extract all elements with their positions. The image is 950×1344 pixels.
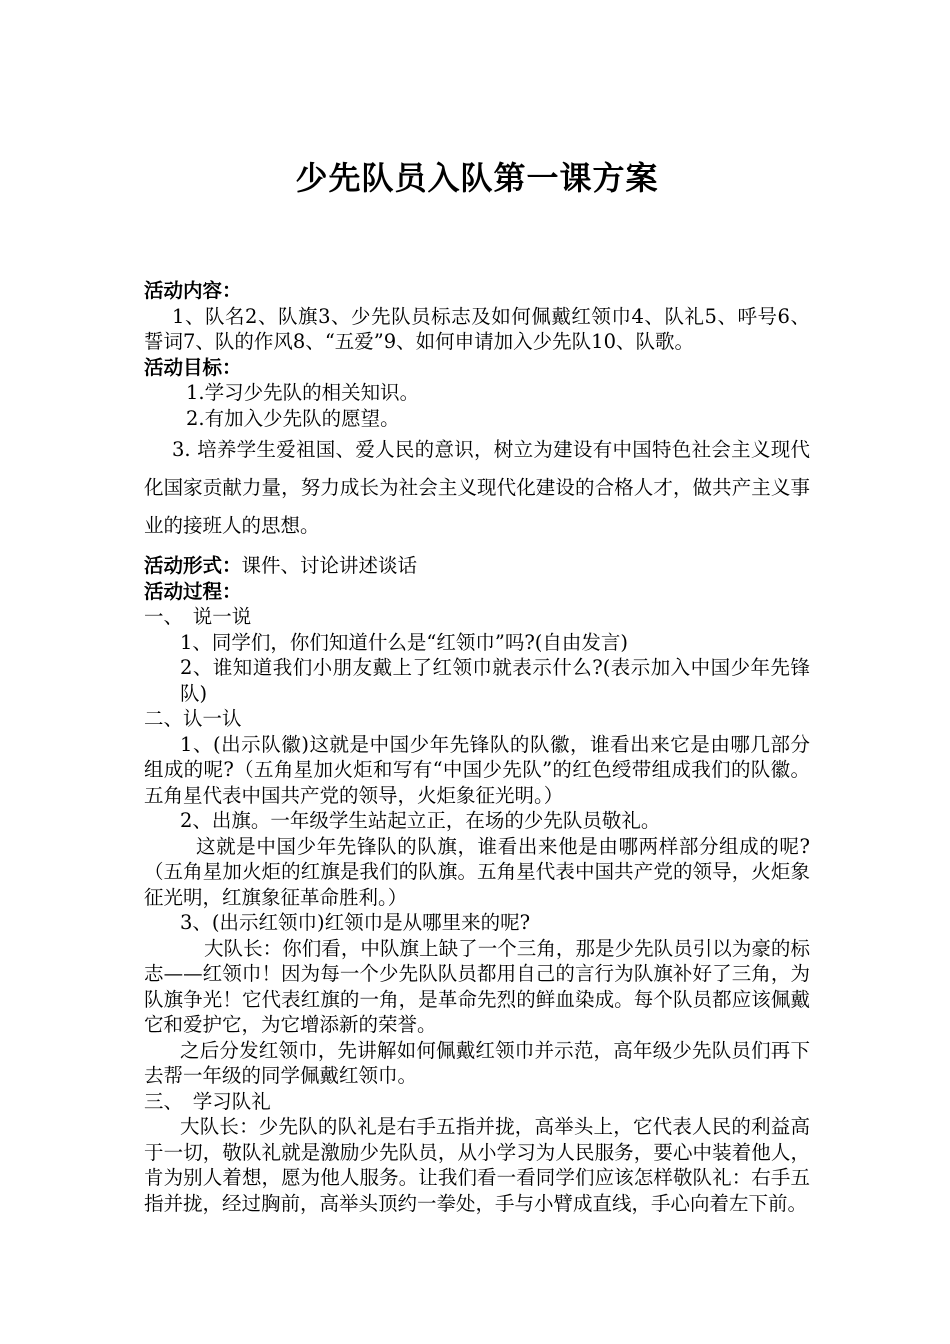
part3-paragraph-1: 大队长：少先队的队礼是右手五指并拢，高举头上，它代表人民的利益高于一切，敬队礼就是激励少先队员，从小学习为人民服务，要心中装着他人，肯为别人着想，愿为他人服务。让我们看一看同学们应该怎样敬队礼：右手五指并拢，经过胸前，高举头顶约一拳处，手与小臂成直线，手心向着左下前。 xyxy=(144,1115,810,1215)
part2-title: 二、认一认 xyxy=(144,707,242,730)
content-text: 1、队名2、队旗3、少先队员标志及如何佩戴红领巾4、队礼5、呼号6、誓词7、队的作风8、“五爱”9、如何申请加入少先队10、队歌。 xyxy=(144,304,810,353)
part2-paragraph-6: 之后分发红领巾，先讲解如何佩戴红领巾并示范，高年级少先队员们再下去帮一年级的同学佩戴红领巾。 xyxy=(144,1038,810,1087)
goal-3: 3. 培养学生爱祖国、爱人民的意识，树立为建设有中国特色社会主义现代化国家贡献力量，努力成长为社会主义现代化建设的合格人才，做共产主义事业的接班人的思想。 xyxy=(144,438,810,537)
part2-paragraph-3: 这就是中国少年先锋队的队旗，谁看出来他是由哪两样部分组成的呢?（五角星加火炬的红旗是我们的队旗。五角星代表中国共产党的领导，火炬象征光明，红旗象征革命胜利。） xyxy=(144,834,810,909)
part1-paragraph-1: 1、同学们，你们知道什么是“红领巾”吗?(自由发言) xyxy=(180,630,629,654)
document-page xyxy=(144,0,810,1344)
goals-heading: 活动目标： xyxy=(144,355,242,379)
part2-paragraph-2: 2、出旗。一年级学生站起立正，在场的少先队员敬礼。 xyxy=(180,809,661,832)
document-title: 少先队员入队第一课方案 xyxy=(295,159,659,197)
document-body xyxy=(144,278,810,1216)
part2-paragraph-4: 3、(出示红领巾)红领巾是从哪里来的呢? xyxy=(180,911,531,934)
goal-2: 2.有加入少先队的愿望。 xyxy=(186,406,400,430)
part3-title: 三、 学习队礼 xyxy=(144,1089,271,1113)
form-line xyxy=(144,553,810,579)
part1-paragraph-2: 2、谁知道我们小朋友戴上了红领巾就表示什么?(表示加入中国少年先锋队) xyxy=(180,656,810,705)
part1-title: 一、 说一说 xyxy=(144,605,252,628)
goal-1: 1.学习少先队的相关知识。 xyxy=(186,381,420,404)
form-text: 课件、讨论讲述谈话 xyxy=(241,554,418,577)
form-heading: 活动形式： xyxy=(144,554,242,577)
part2-paragraph-1: 1、(出示队徽)这就是中国少年先锋队的队徽，谁看出来它是由哪几部分组成的呢?（五角星加火炬和写有“中国少先队”的红色绶带组成我们的队徽。五角星代表中国共产党的领导，火炬象征光明。） xyxy=(144,732,810,807)
process-heading: 活动过程： xyxy=(144,579,242,603)
part2-paragraph-5: 大队长：你们看，中队旗上缺了一个三角，那是少先队员引以为豪的标志——红领巾！因为每一个少先队队员都用自己的言行为队旗补好了三角，为队旗争光！它代表红旗的一角，是革命先烈的鲜血染成。每个队员都应该佩戴它和爱护它，为它增添新的荣誉。 xyxy=(144,936,810,1036)
content-heading: 活动内容： xyxy=(144,279,242,302)
